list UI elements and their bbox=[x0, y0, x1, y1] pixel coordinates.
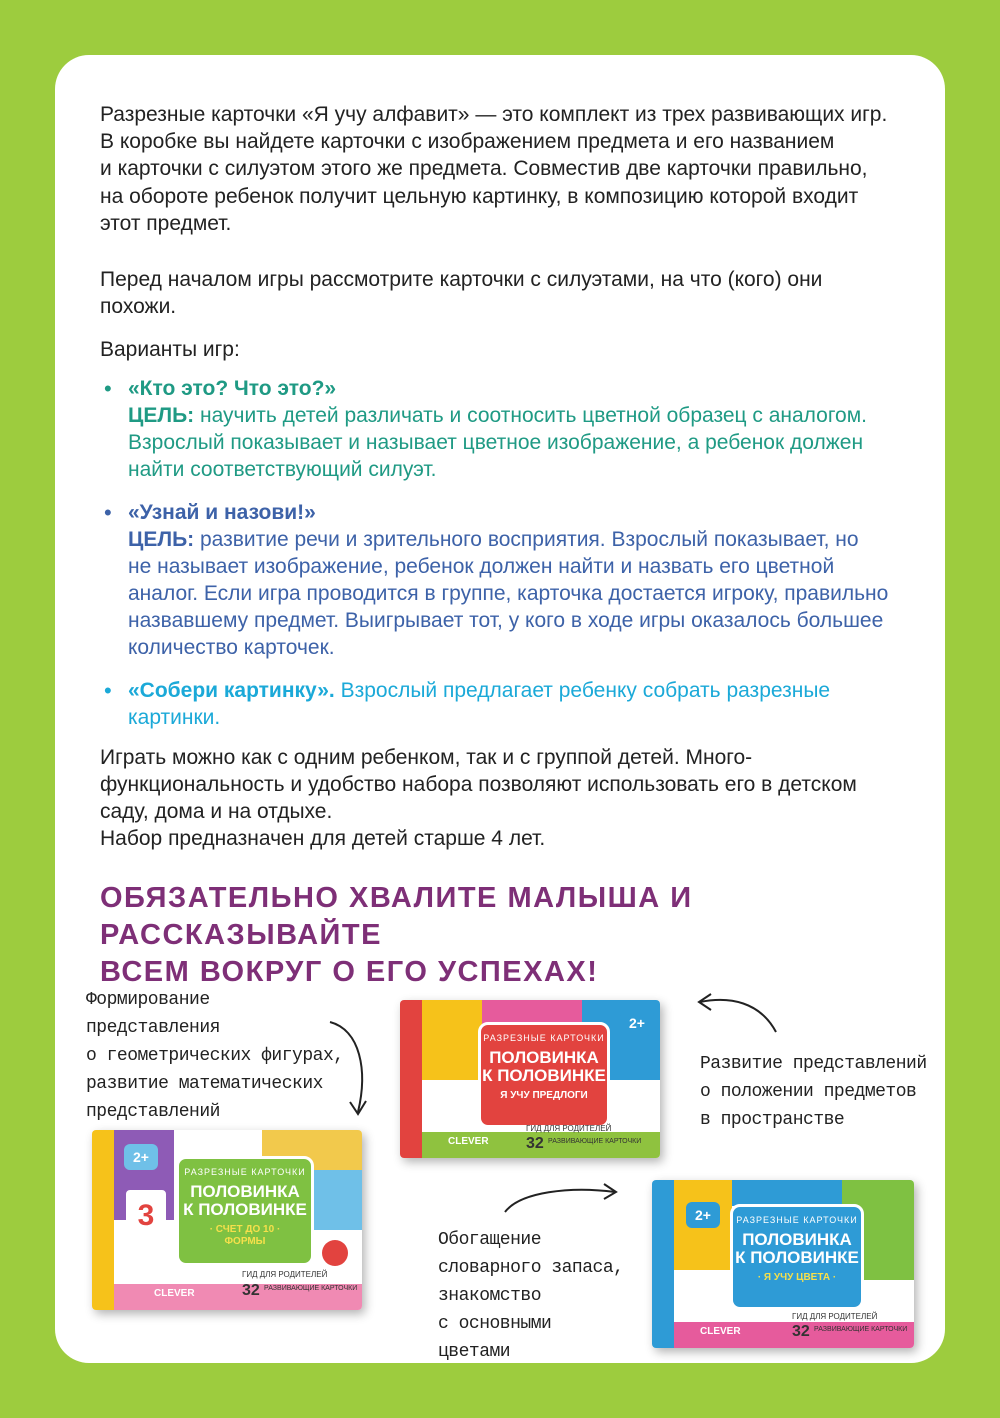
note-left-line-2: представления bbox=[86, 1018, 220, 1038]
headline-line-1: ОБЯЗАТЕЛЬНО ХВАЛИТЕ МАЛЫША И РАССКАЗЫВАЙТЕ bbox=[100, 882, 693, 951]
box-side bbox=[652, 1180, 674, 1348]
note-bottom-line-2: словарного запаса, bbox=[438, 1258, 624, 1278]
box-title-panel: РАЗРЕЗНЫЕ КАРТОЧКИ ПОЛОВИНКА К ПОЛОВИНКЕ · Я УЧУ ЦВЕТА · bbox=[730, 1204, 864, 1310]
game2-line-4: назвавшему предмет. Выигрывает тот, у кого в ходе игры оказалось большее bbox=[128, 609, 884, 632]
note-bottom-line-1: Обогащение bbox=[438, 1230, 542, 1250]
arrow-bottom-curve bbox=[505, 1190, 615, 1212]
box-title-panel: РАЗРЕЗНЫЕ КАРТОЧКИ ПОЛОВИНКА К ПОЛОВИНКЕ Я УЧУ ПРЕДЛОГИ bbox=[478, 1022, 610, 1128]
note-left-line-1: Формирование bbox=[86, 990, 210, 1010]
note-right-line-3: в пространстве bbox=[700, 1110, 845, 1130]
product-box-colors: РАЗРЕЗНЫЕ КАРТОЧКИ ПОЛОВИНКА К ПОЛОВИНКЕ · Я УЧУ ЦВЕТА · 2+ CLEVER ГИД ДЛЯ РОДИТЕЛЕЙ 32 РАЗВИВАЮЩИЕ КАРТОЧКИ bbox=[652, 1180, 914, 1348]
bullet-3: • bbox=[104, 678, 112, 703]
age-badge: 2+ bbox=[620, 1010, 654, 1036]
box-title-panel: РАЗРЕЗНЫЕ КАРТОЧКИ ПОЛОВИНКА К ПОЛОВИНКЕ · СЧЕТ ДО 10 · ФОРМЫ bbox=[176, 1156, 314, 1266]
bullet-1: • bbox=[104, 376, 112, 401]
red-circle-shape bbox=[322, 1240, 348, 1266]
note-left-line-4: развитие математических bbox=[86, 1074, 323, 1094]
intro-line-5: этот предмет. bbox=[100, 212, 232, 235]
note-left-line-3: о геометрических фигурах, bbox=[86, 1046, 344, 1066]
game3-title: «Собери картинку». bbox=[128, 679, 335, 702]
game3-line-2: картинки. bbox=[128, 706, 221, 729]
intro-line-1: Разрезные карточки «Я учу алфавит» — это комплект из трех развивающих игр. bbox=[100, 103, 888, 126]
game1-goal-text: научить детей различать и соотносить цветной образец с аналогом. bbox=[194, 404, 868, 427]
game2-goal-label: ЦЕЛЬ: bbox=[128, 528, 195, 551]
game2-goal-text: развитие речи и зрительного восприятия. Взрослый показывает, но bbox=[194, 528, 859, 551]
product-box-prepositions: РАЗРЕЗНЫЕ КАРТОЧКИ ПОЛОВИНКА К ПОЛОВИНКЕ Я УЧУ ПРЕДЛОГИ 2+ CLEVER ГИД ДЛЯ РОДИТЕЛЕЙ 32 РАЗВИВАЮЩИЕ КАРТОЧКИ bbox=[400, 1000, 660, 1158]
note-right-line-2: о положении предметов bbox=[700, 1082, 917, 1102]
note-bottom-line-4: с основными bbox=[438, 1314, 552, 1334]
note-left-line-5: представлений bbox=[86, 1102, 220, 1122]
game1-goal-label: ЦЕЛЬ: bbox=[128, 404, 195, 427]
note-bottom-line-5: цветами bbox=[438, 1342, 511, 1362]
age-badge: 2+ bbox=[686, 1202, 720, 1228]
intro2-line-1: Перед началом игры рассмотрите карточки с силуэтами, на что (кого) они bbox=[100, 268, 823, 291]
brand-logo: CLEVER bbox=[448, 1136, 489, 1147]
box-side bbox=[92, 1130, 114, 1310]
intro-line-4: на обороте ребенок получит цельную картинку, в композицию которой входит bbox=[100, 185, 859, 208]
outro-line-4: Набор предназначен для детей старше 4 лет. bbox=[100, 827, 546, 850]
game1-line-3: найти соответствующий силуэт. bbox=[128, 458, 437, 481]
bullet-2: • bbox=[104, 500, 112, 525]
game2-title: «Узнай и назови!» bbox=[128, 501, 316, 524]
age-badge: 2+ bbox=[124, 1144, 158, 1170]
outro-line-2: функциональность и удобство набора позволяют использовать его в детском bbox=[100, 773, 857, 796]
brand-logo: CLEVER bbox=[154, 1288, 195, 1299]
headline-line-2: ВСЕМ ВОКРУГ О ЕГО УСПЕХАХ! bbox=[100, 956, 599, 988]
intro-line-3: и карточки с силуэтом этого же предмета. Совместив две карточки правильно, bbox=[100, 157, 868, 180]
number-card: 3 bbox=[126, 1190, 166, 1242]
game1-title: «Кто это? Что это?» bbox=[128, 377, 337, 400]
outro-line-1: Играть можно как с одним ребенком, так и с группой детей. Много- bbox=[100, 746, 753, 769]
note-right-line-1: Развитие представлений bbox=[700, 1054, 927, 1074]
note-bottom-line-3: знакомство bbox=[438, 1286, 542, 1306]
game2-line-3: аналог. Если игра проводится в группе, карточка достается игроку, правильно bbox=[128, 582, 889, 605]
intro2-line-2: похожи. bbox=[100, 295, 177, 318]
game2-line-5: количество карточек. bbox=[128, 636, 335, 659]
box-side bbox=[400, 1000, 422, 1158]
product-box-counting: 3 РАЗРЕЗНЫЕ КАРТОЧКИ ПОЛОВИНКА К ПОЛОВИНКЕ · СЧЕТ ДО 10 · ФОРМЫ 2+ CLEVER ГИД ДЛЯ РОДИТЕЛЕЙ 32 РАЗВИВАЮЩИЕ КАРТОЧКИ bbox=[92, 1130, 362, 1310]
game1-line-2: Взрослый показывает и называет цветное изображение, а ребенок должен bbox=[128, 431, 864, 454]
arrow-left-curve bbox=[330, 1022, 362, 1112]
brand-logo: CLEVER bbox=[700, 1326, 741, 1337]
intro-line-2: В коробке вы найдете карточки с изображением предмета и его названием bbox=[100, 130, 835, 153]
variants-label: Варианты игр: bbox=[100, 338, 240, 361]
game3-text: Взрослый предлагает ребенку собрать разрезные bbox=[334, 679, 831, 702]
arrow-right-curve bbox=[700, 1000, 776, 1032]
game2-line-2: не называет изображение, ребенок должен найти и назвать его цветной bbox=[128, 555, 835, 578]
outro-line-3: саду, дома и на отдыхе. bbox=[100, 800, 333, 823]
